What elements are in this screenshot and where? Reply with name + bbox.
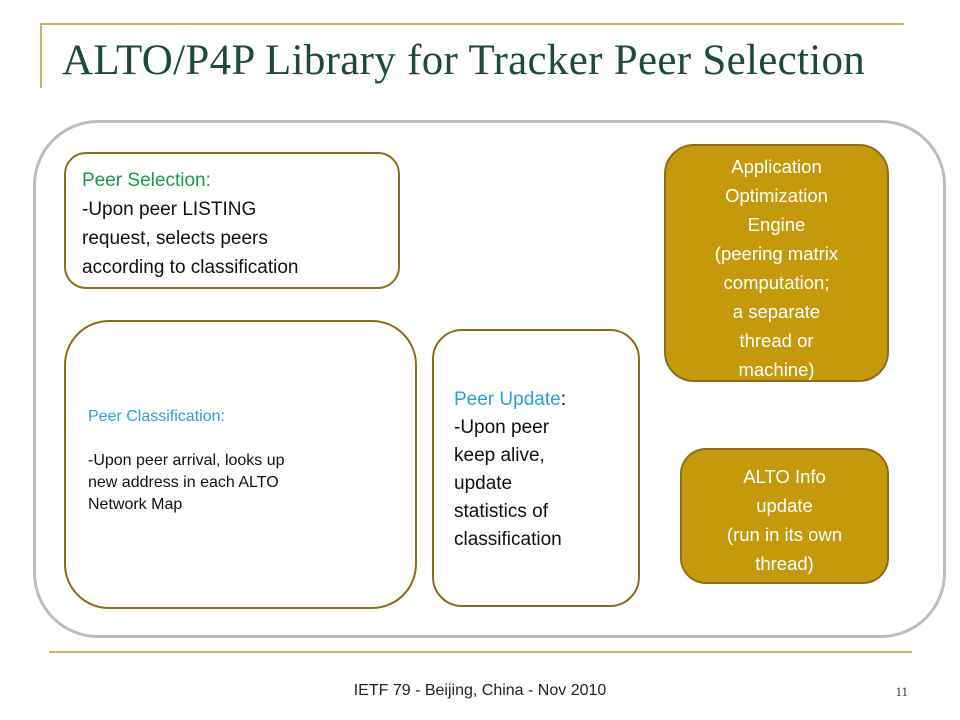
peer-update-box xyxy=(432,329,640,607)
peer-update-heading-label: Peer Update xyxy=(454,389,561,410)
peer-selection-box xyxy=(64,152,400,289)
bottom-decor-line xyxy=(49,651,912,653)
peer-selection-body: -Upon peer LISTING request, selects peers according to classification xyxy=(82,199,299,278)
peer-update-body: -Upon peer keep alive, update statistics of classification xyxy=(454,417,562,550)
application-optimization-engine-box: Application Optimization Engine (peering matrix computation; a separate thread or machine) xyxy=(664,144,889,382)
peer-selection-heading: Peer Selection: xyxy=(82,170,211,191)
top-decor-line xyxy=(40,23,904,25)
peer-classification-heading: Peer Classification: xyxy=(88,408,225,425)
left-decor-line xyxy=(40,23,42,88)
peer-update-heading-colon: : xyxy=(560,389,566,410)
peer-update-heading xyxy=(454,386,628,414)
peer-classification-body: -Upon peer arrival, looks up new address in each ALTO Network Map xyxy=(88,452,285,513)
peer-classification-box xyxy=(64,320,417,609)
alto-info-update-box: ALTO Info update (run in its own thread) xyxy=(680,448,889,584)
slide-footer: IETF 79 - Beijing, China - Nov 2010 xyxy=(353,682,607,699)
slide-title: ALTO/P4P Library for Tracker Peer Selection xyxy=(62,37,866,84)
page-number: 11 xyxy=(895,684,908,699)
